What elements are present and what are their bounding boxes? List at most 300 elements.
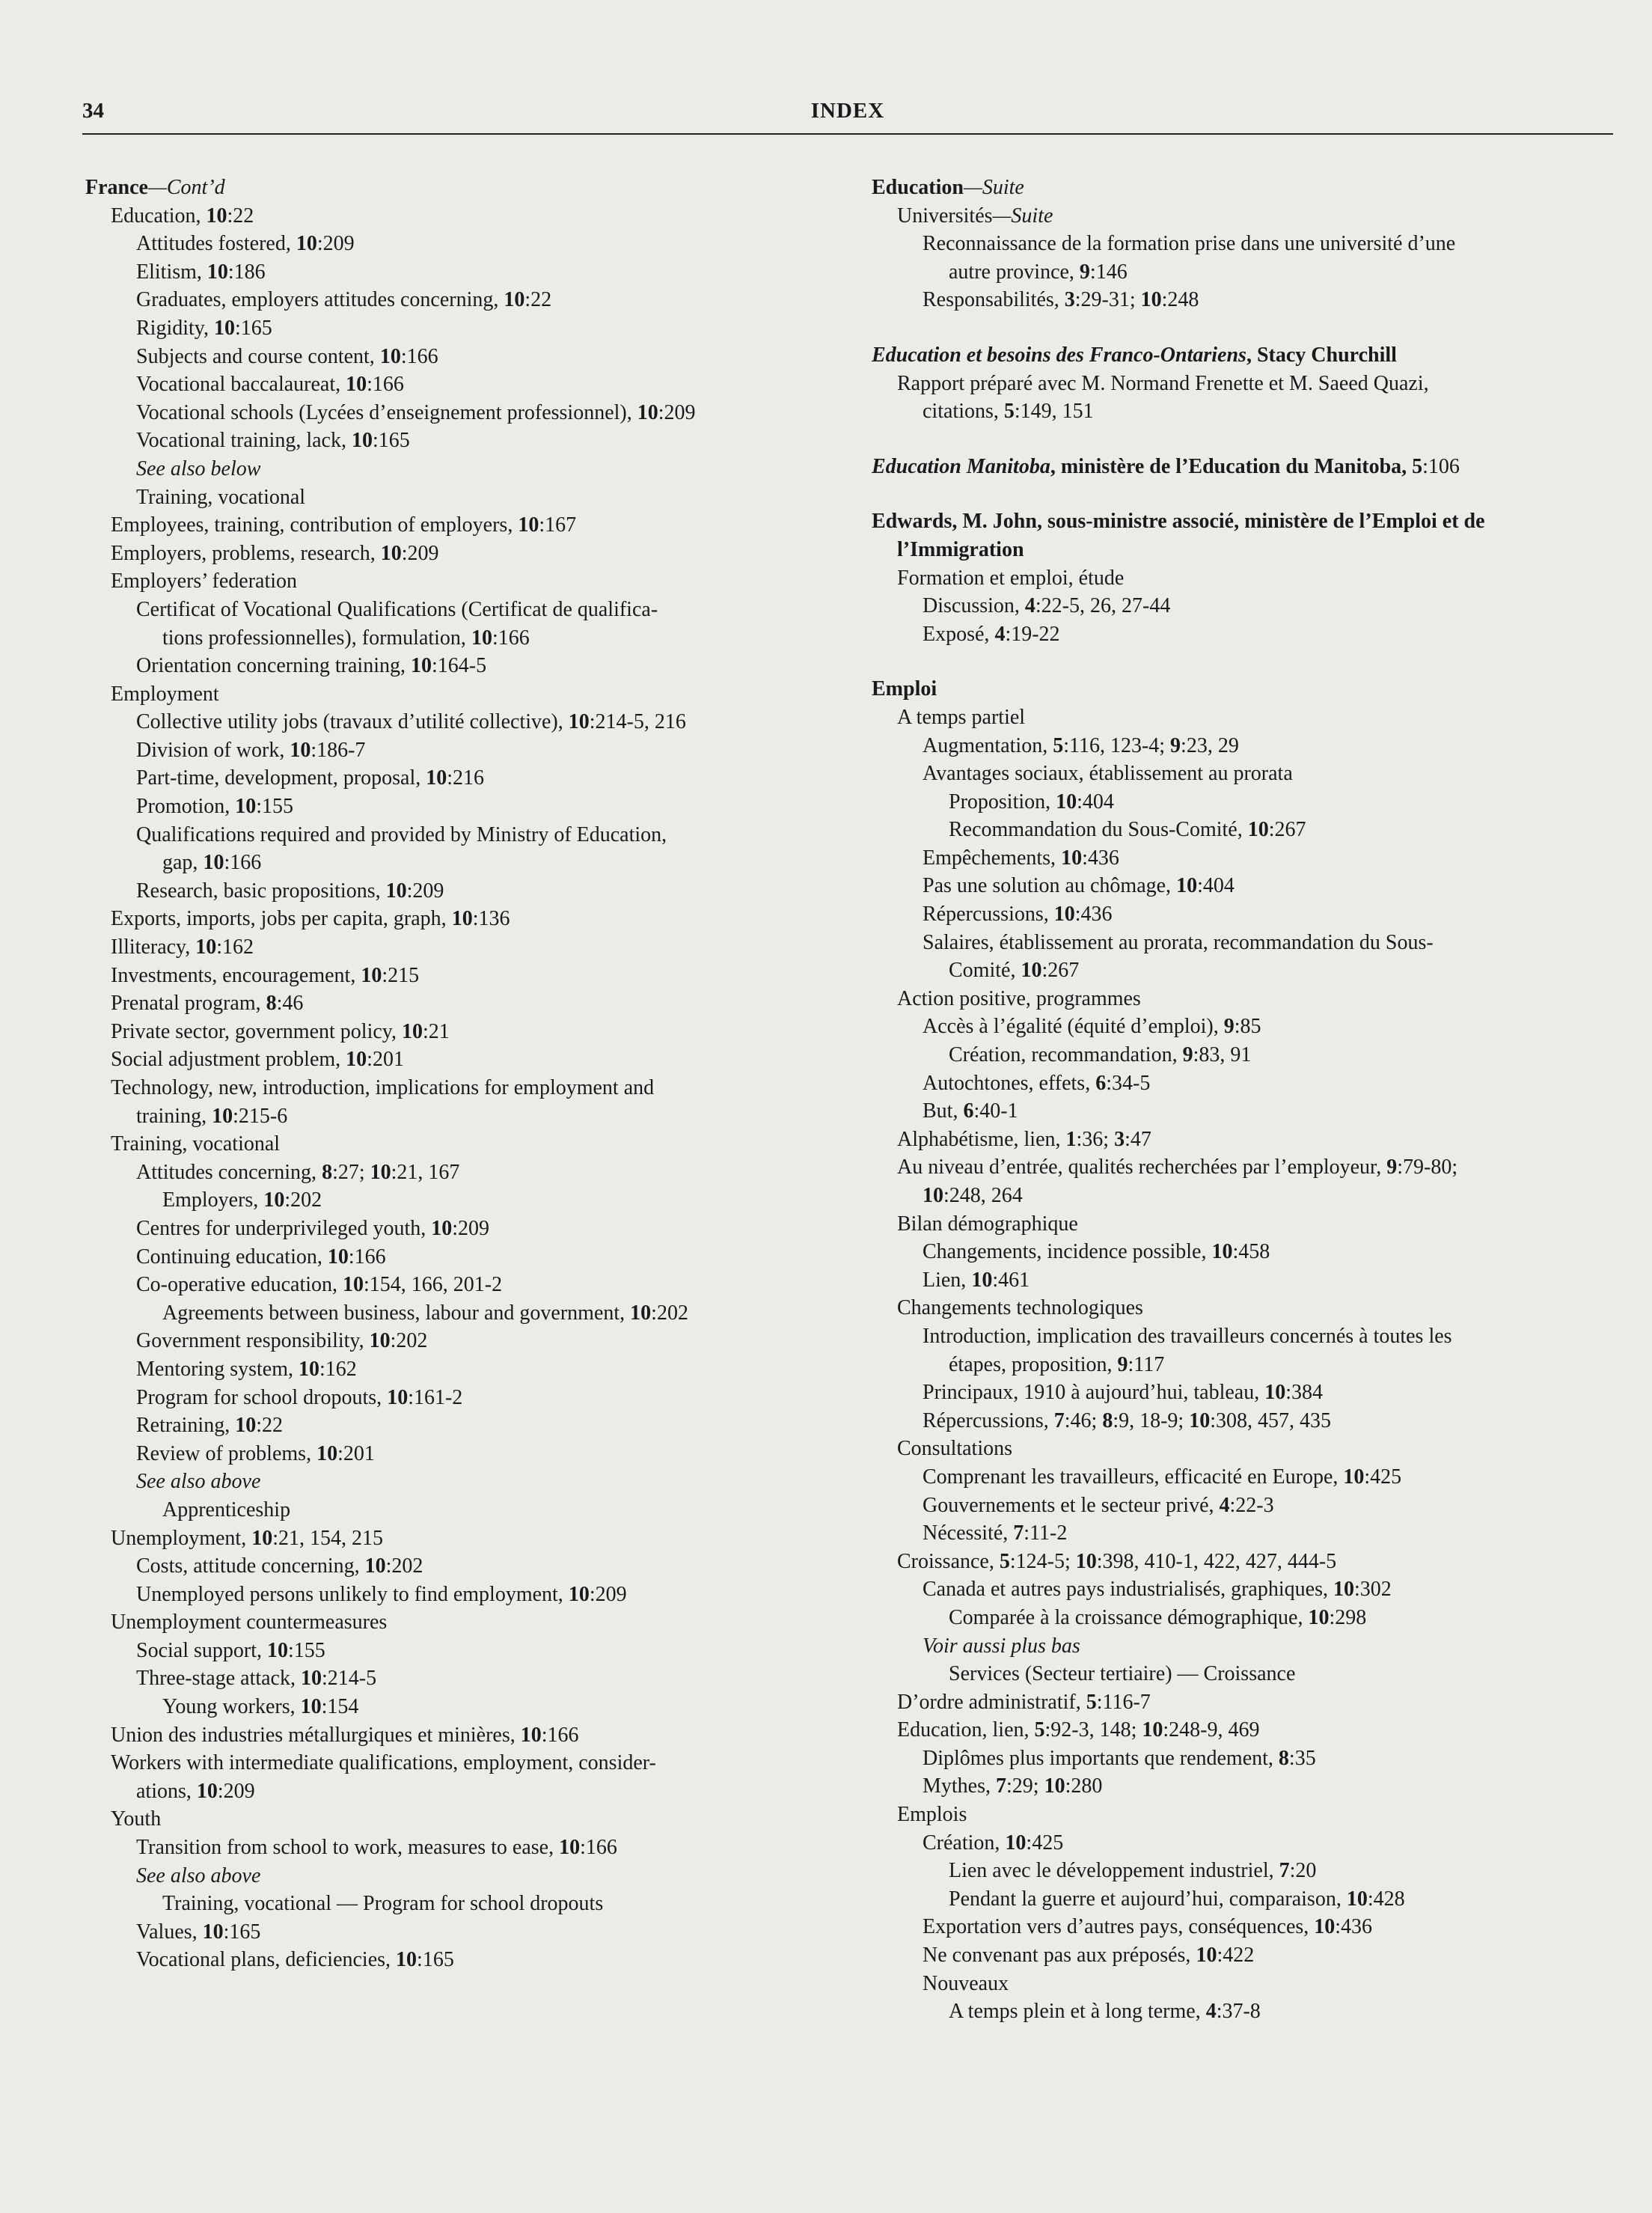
entry-text: :22 — [227, 204, 254, 228]
entry-text: 10 — [387, 1385, 409, 1409]
entry-text: 10 — [351, 429, 373, 453]
index-entry — [85, 286, 833, 314]
entry-text: :201 — [367, 1048, 404, 1072]
entry-text: A temps plein et à long terme, — [949, 2000, 1206, 2024]
entry-text: :40-1 — [973, 1099, 1018, 1123]
entry-text: 10 — [471, 626, 492, 650]
index-entry — [85, 1862, 833, 1890]
entry-text: 10 — [411, 654, 432, 678]
index-entry — [872, 397, 1616, 426]
entry-text: Agreements between business, labour and government, — [162, 1301, 631, 1325]
entry-text: :248 — [1161, 288, 1199, 312]
entry-text: Alphabétisme, lien, — [897, 1127, 1066, 1151]
entry-text: Rigidity, — [136, 316, 214, 340]
entry-text: :164-5 — [432, 654, 487, 678]
entry-text: Government responsibility, — [136, 1329, 370, 1353]
entry-text: 10 — [346, 1048, 367, 1072]
entry-text: 9 — [1182, 1043, 1193, 1067]
entry-text: Transition from school to work, measures to ease, — [136, 1836, 560, 1860]
entry-text: :267 — [1268, 818, 1306, 842]
entry-text: Autochtones, effets, — [923, 1071, 1096, 1095]
entry-text: A temps partiel — [897, 705, 1026, 729]
entry-text: Action positive, programmes — [897, 986, 1141, 1010]
entry-text: 10 — [559, 1836, 581, 1860]
index-entry — [85, 962, 833, 990]
entry-text: Employment — [111, 682, 219, 706]
entry-text: 10 — [300, 1667, 322, 1691]
entry-gap — [872, 648, 1616, 675]
index-entry — [872, 1997, 1616, 2026]
page-number: 34 — [82, 99, 104, 123]
index-entry — [85, 708, 833, 736]
index-entry — [85, 1777, 833, 1806]
entry-text: :436 — [1082, 846, 1119, 870]
entry-text: 4 — [1024, 594, 1035, 618]
entry-text: :29-31; — [1074, 288, 1141, 312]
entry-text: 10 — [637, 400, 658, 424]
entry-text: Illiteracy, — [111, 935, 196, 959]
entry-text: :166 — [541, 1723, 579, 1747]
entry-text: 10 — [213, 316, 235, 340]
entry-text: 9 — [1117, 1352, 1128, 1376]
index-entry — [85, 680, 833, 709]
entry-text: :202 — [390, 1329, 428, 1353]
index-entry — [872, 760, 1616, 788]
entry-text: 10 — [235, 795, 257, 819]
index-entry — [85, 849, 833, 877]
entry-text: Comité, — [949, 959, 1021, 983]
index-entry — [872, 286, 1616, 314]
entry-text: 10 — [431, 1216, 453, 1240]
index-entry — [85, 1243, 833, 1272]
entry-text: Unemployment, — [111, 1526, 252, 1550]
entry-text: training, — [136, 1104, 212, 1128]
index-heading — [85, 174, 833, 202]
entry-text: 6 — [1095, 1071, 1107, 1095]
index-entry — [872, 1941, 1616, 1970]
entry-text: :209 — [452, 1216, 490, 1240]
entry-text: :202 — [651, 1301, 688, 1325]
entry-text: :116, 123-4; — [1063, 733, 1171, 757]
entry-text: 9 — [1079, 260, 1090, 284]
index-entry — [872, 1097, 1616, 1126]
index-heading — [872, 507, 1616, 536]
entry-text: :214-5 — [321, 1667, 377, 1691]
entry-text: Employees, training, contribution of employers, — [111, 513, 518, 537]
index-entry — [85, 821, 833, 849]
index-entry — [872, 1575, 1616, 1604]
entry-text: —Cont’d — [147, 176, 225, 199]
index-entry — [85, 1496, 833, 1524]
entry-text: 10 — [296, 232, 317, 256]
index-entry — [85, 343, 833, 371]
entry-text: :22 — [524, 288, 552, 312]
index-entry — [85, 1608, 833, 1637]
entry-text: :21 — [422, 1019, 450, 1043]
index-entry — [872, 1322, 1616, 1351]
entry-text: :404 — [1197, 874, 1235, 898]
entry-text: :461 — [992, 1268, 1030, 1292]
entry-text: :209 — [658, 400, 696, 424]
entry-text: But, — [923, 1099, 964, 1123]
index-entry — [872, 370, 1616, 398]
entry-text: Training, vocational — Program for school dropouts — [162, 1892, 604, 1916]
entry-text: 7 — [1279, 1859, 1290, 1883]
page-header — [82, 96, 1613, 135]
entry-text: :27; — [332, 1160, 370, 1184]
index-entry — [872, 703, 1616, 732]
index-entry — [872, 1013, 1616, 1041]
entry-text: Youth — [111, 1807, 162, 1831]
entry-text: 3 — [1064, 288, 1075, 312]
entry-text: 10 — [1211, 1240, 1233, 1264]
entry-text: Vocational training, lack, — [136, 429, 352, 453]
entry-text: Emplois — [897, 1803, 967, 1827]
entry-text: :186-7 — [310, 738, 366, 762]
index-entry — [872, 1632, 1616, 1661]
entry-text: Formation et emploi, étude — [897, 566, 1125, 590]
entry-text: :136 — [472, 907, 510, 931]
entry-text: Principaux, 1910 à aujourd’hui, tableau, — [923, 1381, 1265, 1405]
index-entry — [872, 1294, 1616, 1322]
entry-text: :202 — [284, 1188, 322, 1212]
entry-text: :117 — [1128, 1352, 1165, 1376]
entry-text: 9 — [1386, 1156, 1398, 1179]
entry-text: :248-9, 469 — [1163, 1718, 1260, 1742]
entry-text: Technology, new, introduction, implications for employment and — [111, 1076, 655, 1099]
index-entry — [85, 540, 833, 568]
entry-text: Centres for underprivileged youth, — [136, 1216, 432, 1240]
entry-text: Nouveaux — [923, 1971, 1009, 1995]
entry-text: Union des industries métallurgiques et minières, — [111, 1723, 521, 1747]
entry-text: Proposition, — [949, 790, 1056, 814]
index-entry — [872, 1857, 1616, 1885]
index-entry — [872, 929, 1616, 957]
entry-text: 10 — [290, 738, 311, 762]
entry-text: 10 — [206, 204, 227, 228]
entry-text: 9 — [1223, 1015, 1235, 1039]
entry-text: Canada et autres pays industrialisés, graphiques, — [923, 1578, 1333, 1602]
index-entry — [872, 1772, 1616, 1801]
entry-text: 10 — [1140, 288, 1162, 312]
entry-text: Costs, attitude concerning, — [136, 1554, 365, 1578]
entry-text: —Suite — [992, 204, 1053, 228]
entry-text: :116-7 — [1096, 1690, 1151, 1714]
entry-text: 5 — [1053, 733, 1064, 757]
entry-text: Prenatal program, — [111, 992, 266, 1016]
index-entry — [85, 877, 833, 906]
index-entry — [85, 1355, 833, 1384]
index-entry — [85, 399, 833, 427]
entry-text: Apprenticeship — [162, 1498, 291, 1521]
entry-text: Au niveau d’entrée, qualités recherchées par l’employeur, — [897, 1156, 1387, 1179]
index-entry — [872, 1182, 1616, 1210]
index-entry — [872, 1210, 1616, 1239]
entry-text: :161-2 — [408, 1385, 463, 1409]
entry-text: Education, lien, — [897, 1718, 1035, 1742]
index-entry — [85, 1834, 833, 1862]
entry-text: Accès à l’égalité (équité d’emploi), — [923, 1015, 1224, 1039]
entry-text: 10 — [1176, 874, 1198, 898]
entry-text: Vocational baccalaureat, — [136, 373, 346, 397]
entry-text: 10 — [316, 1441, 338, 1465]
entry-text: 7 — [1053, 1408, 1065, 1432]
entry-text: Introduction, implication des travailleurs concernés à toutes les — [923, 1324, 1452, 1348]
entry-text: 10 — [1044, 1774, 1065, 1798]
entry-text: Universités — [897, 204, 993, 228]
entry-text: 10 — [343, 1273, 364, 1297]
entry-text: 10 — [923, 1184, 943, 1207]
entry-text: 10 — [1346, 1887, 1368, 1911]
entry-text: :21, 167 — [391, 1160, 460, 1184]
entry-text: Education et besoins des Franco-Ontariens — [872, 343, 1246, 367]
index-entry — [85, 1411, 833, 1440]
running-head: INDEX — [810, 99, 885, 123]
entry-text: 10 — [195, 935, 217, 959]
entry-text: :85 — [1234, 1015, 1261, 1039]
entry-text: 10 — [379, 344, 401, 368]
entry-text: Pas une solution au chômage, — [923, 874, 1177, 898]
entry-text: Certificat of Vocational Qualifications (Certificat de qualifica- — [136, 597, 658, 621]
entry-text: 10 — [380, 541, 402, 565]
entry-text: 5 — [1086, 1690, 1097, 1714]
entry-text: 10 — [1061, 846, 1083, 870]
index-entry — [872, 732, 1616, 760]
index-entry — [872, 900, 1616, 929]
index-entry — [872, 620, 1616, 649]
index-entry — [85, 1102, 833, 1131]
entry-text: :22-3 — [1229, 1493, 1274, 1517]
entry-text: :162 — [319, 1357, 357, 1381]
entry-text: :146 — [1089, 260, 1128, 284]
entry-text: Exposé, — [923, 622, 995, 646]
index-entry — [872, 1801, 1616, 1829]
index-entry — [85, 624, 833, 653]
entry-text: Répercussions, — [923, 903, 1054, 927]
entry-text: Ne convenant pas aux préposés, — [923, 1944, 1196, 1968]
entry-text: 10 — [1189, 1408, 1211, 1432]
entry-text: 1 — [1065, 1127, 1077, 1151]
index-entry — [85, 314, 833, 343]
index-entry — [872, 1041, 1616, 1069]
entry-text: Répercussions, — [923, 1408, 1054, 1432]
index-entry — [85, 1581, 833, 1609]
entry-text: 10 — [1308, 1605, 1330, 1629]
entry-text: :302 — [1353, 1578, 1392, 1602]
index-entry — [872, 1407, 1616, 1435]
entry-text: Changements, incidence possible, — [923, 1240, 1212, 1264]
entry-text: 10 — [520, 1723, 542, 1747]
index-entry — [85, 1384, 833, 1412]
entry-text: Review of problems, — [136, 1441, 317, 1465]
entry-text: :154, 166, 201-2 — [364, 1273, 503, 1297]
entry-text: Reconnaissance de la formation prise dans une université d’une — [923, 232, 1456, 256]
entry-text: :23, 29 — [1181, 733, 1239, 757]
entry-text: 7 — [996, 1774, 1006, 1798]
index-entry — [872, 872, 1616, 900]
entry-text: Changements technologiques — [897, 1296, 1143, 1320]
index-entry — [85, 596, 833, 624]
index-entry — [85, 764, 833, 793]
entry-text: :166 — [580, 1836, 617, 1860]
entry-text: :166 — [367, 373, 404, 397]
index-entry — [85, 1637, 833, 1665]
entry-text: 10 — [1196, 1944, 1217, 1968]
entry-text: :166 — [224, 851, 262, 875]
entry-text: Employers’ federation — [111, 570, 298, 593]
entry-text: D’ordre administratif, — [897, 1690, 1086, 1714]
entry-text: gap, — [162, 851, 204, 875]
entry-text: :209 — [401, 541, 439, 565]
entry-text: :167 — [539, 513, 577, 537]
entry-text: 10 — [251, 1526, 273, 1550]
index-entry — [872, 1548, 1616, 1576]
entry-text: Qualifications required and provided by Ministry of Education, — [136, 822, 667, 846]
entry-text: Création, — [923, 1831, 1006, 1855]
entry-text: :428 — [1367, 1887, 1405, 1911]
index-entry — [85, 202, 833, 231]
index-entry — [872, 1153, 1616, 1182]
entry-text: Discussion, — [923, 594, 1025, 618]
entry-text: 10 — [299, 1357, 319, 1381]
entry-text: Mentoring system, — [136, 1357, 299, 1381]
index-entry — [872, 1970, 1616, 1998]
entry-text: Bilan démographique — [897, 1212, 1078, 1236]
entry-text: 10 — [327, 1245, 349, 1269]
entry-text: :298 — [1329, 1605, 1367, 1629]
entry-text: 10 — [1314, 1915, 1336, 1939]
entry-text: :425 — [1364, 1465, 1402, 1489]
index-entry — [872, 1463, 1616, 1492]
entry-text: Subjects and course content, — [136, 344, 380, 368]
entry-text: :29; — [1006, 1774, 1044, 1798]
entry-text: :124-5; — [1009, 1549, 1076, 1573]
index-entry — [85, 455, 833, 483]
entry-text: , ministère de l’Education du Manitoba, 5 — [1050, 454, 1423, 478]
index-entry — [85, 427, 833, 455]
entry-text: :166 — [492, 626, 530, 650]
index-entry — [85, 1046, 833, 1074]
entry-text: 10 — [568, 1582, 590, 1606]
entry-text: :201 — [337, 1441, 375, 1465]
entry-text: Création, recommandation, — [949, 1043, 1183, 1067]
index-entry — [85, 1693, 833, 1721]
entry-text: :34-5 — [1106, 1071, 1151, 1095]
entry-text: Education Manitoba — [872, 454, 1050, 478]
entry-text: :11-2 — [1024, 1521, 1068, 1545]
entry-text: —Suite — [963, 176, 1024, 199]
entry-text: Collective utility jobs (travaux d’utilité collective), — [136, 710, 569, 734]
index-entry — [872, 1266, 1616, 1295]
entry-text: :36; — [1076, 1127, 1115, 1151]
entry-text: 10 — [361, 963, 382, 987]
entry-text: Young workers, — [162, 1695, 301, 1719]
index-entry — [85, 989, 833, 1018]
entry-text: :92-3, 148; — [1044, 1718, 1142, 1742]
index-entry — [85, 1130, 833, 1159]
entry-text: Augmentation, — [923, 733, 1053, 757]
entry-text: 10 — [1053, 903, 1075, 927]
entry-text: :46 — [276, 992, 304, 1016]
entry-text: 10 — [971, 1268, 993, 1292]
entry-text: 10 — [203, 851, 224, 875]
index-heading — [872, 453, 1616, 481]
entry-text: 5 — [1034, 1718, 1045, 1742]
entry-text: :166 — [400, 344, 438, 368]
entry-text: Pendant la guerre et aujourd’hui, comparaison, — [949, 1887, 1347, 1911]
entry-text: Division of work, — [136, 738, 290, 762]
entry-text: :83, 91 — [1193, 1043, 1252, 1067]
entry-text: Training, vocational — [111, 1132, 281, 1156]
entry-text: Vocational schools (Lycées d’enseignement professionnel), — [136, 400, 637, 424]
index-entry — [872, 564, 1616, 593]
entry-text: 10 — [385, 879, 407, 903]
index-entry — [85, 370, 833, 399]
entry-text: Exports, imports, jobs per capita, graph, — [111, 907, 452, 931]
entry-text: 6 — [963, 1099, 974, 1123]
entry-text: 10 — [1056, 790, 1077, 814]
entry-text: Comprenant les travailleurs, efficacité en Europe, — [923, 1465, 1344, 1489]
entry-text: 8 — [1278, 1746, 1289, 1770]
entry-text: Elitism, — [136, 260, 207, 284]
index-entry — [85, 567, 833, 596]
index-entry — [85, 1805, 833, 1834]
entry-text: France — [85, 176, 148, 199]
index-entry — [872, 1829, 1616, 1858]
entry-text: Rapport préparé avec M. Normand Frenette et M. Saeed Quazi, — [897, 371, 1429, 395]
entry-text: Lien, — [923, 1268, 972, 1292]
entry-text: 10 — [212, 1104, 233, 1128]
index-entry — [872, 1069, 1616, 1098]
index-entry — [872, 985, 1616, 1013]
index-heading — [872, 341, 1616, 370]
entry-text: :165 — [417, 1948, 454, 1972]
entry-text: 9 — [1170, 733, 1181, 757]
entry-text: étapes, proposition, — [949, 1352, 1118, 1376]
entry-text: Employers, problems, research, — [111, 541, 381, 565]
entry-text: 10 — [267, 1638, 288, 1662]
entry-text: Part-time, development, proposal, — [136, 766, 426, 790]
entry-text: citations, — [923, 400, 1004, 424]
index-entry — [872, 1604, 1616, 1632]
index-entry — [85, 511, 833, 540]
index-entry — [85, 1918, 833, 1947]
entry-text: :209 — [217, 1779, 255, 1803]
index-entry — [872, 956, 1616, 985]
index-entry — [872, 788, 1616, 816]
index-entry — [85, 1018, 833, 1046]
index-entry — [85, 1664, 833, 1693]
entry-gap — [872, 426, 1616, 453]
entry-text: :22 — [256, 1414, 283, 1438]
entry-text: tions professionnelles), formulation, — [162, 626, 471, 650]
entry-text: :19-22 — [1005, 622, 1060, 646]
index-heading — [872, 174, 1616, 202]
entry-text: :35 — [1288, 1746, 1316, 1770]
index-entry — [85, 1946, 833, 1974]
index-entry — [85, 1215, 833, 1243]
index-entry — [85, 230, 833, 258]
entry-text: Attitudes fostered, — [136, 232, 296, 256]
entry-text: :248, 264 — [943, 1184, 1023, 1207]
entry-text: See also below — [136, 457, 261, 480]
index-entry — [872, 816, 1616, 844]
entry-text: 10 — [202, 1920, 224, 1944]
entry-text: , Stacy Churchill — [1246, 343, 1397, 367]
index-entry — [872, 536, 1616, 564]
index-entry — [85, 1890, 833, 1918]
entry-text: 8 — [322, 1160, 333, 1184]
